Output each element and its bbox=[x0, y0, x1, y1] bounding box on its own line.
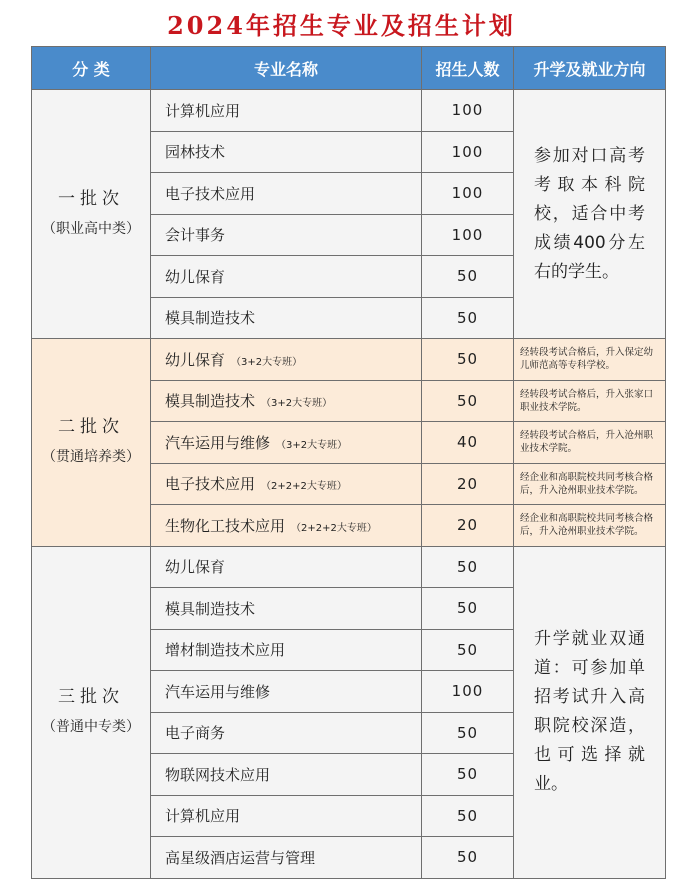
page-title: 2024年招生专业及招生计划 bbox=[167, 11, 516, 40]
major-name: 高星级酒店运营与管理 bbox=[151, 837, 422, 879]
major-name bbox=[151, 422, 422, 464]
class-type-tag: （3+2大专班） bbox=[261, 398, 333, 410]
major-name: 幼儿保育 bbox=[151, 256, 422, 298]
major-name: 园林技术 bbox=[151, 131, 422, 173]
enroll-count: 100 bbox=[422, 90, 514, 132]
class-type-tag: （3+2大专班） bbox=[276, 439, 348, 451]
header-row bbox=[32, 47, 666, 90]
major-label: 生物化工技术应用 bbox=[165, 516, 286, 535]
major-name bbox=[151, 339, 422, 381]
enroll-count: 50 bbox=[422, 754, 514, 796]
major-name: 物联网技术应用 bbox=[151, 754, 422, 796]
category-cell bbox=[32, 339, 151, 547]
enroll-count: 50 bbox=[422, 339, 514, 381]
major-name: 计算机应用 bbox=[151, 90, 422, 132]
major-name bbox=[151, 505, 422, 547]
enroll-count: 50 bbox=[422, 588, 514, 630]
col-header-major: 专业名称 bbox=[151, 47, 422, 90]
category-subname: （贯通培养类） bbox=[42, 449, 140, 466]
enrollment-plan-table bbox=[31, 46, 666, 879]
enroll-count: 50 bbox=[422, 795, 514, 837]
category-name: 三批次 bbox=[58, 687, 124, 707]
category-name: 二批次 bbox=[58, 417, 124, 438]
major-name bbox=[151, 380, 422, 422]
major-name: 幼儿保育 bbox=[151, 546, 422, 588]
enroll-count: 50 bbox=[422, 546, 514, 588]
major-name bbox=[151, 463, 422, 505]
table-row bbox=[32, 90, 666, 132]
enroll-count: 100 bbox=[422, 214, 514, 256]
direction-note: 经转段考试合格后，升入张家口职业技术学院。 bbox=[514, 380, 666, 422]
enroll-count: 50 bbox=[422, 712, 514, 754]
direction-note: 经转段考试合格后，升入沧州职业技术学院。 bbox=[514, 422, 666, 464]
enroll-count: 50 bbox=[422, 380, 514, 422]
enroll-count: 20 bbox=[422, 505, 514, 547]
enroll-count: 40 bbox=[422, 422, 514, 464]
major-name: 增材制造技术应用 bbox=[151, 629, 422, 671]
direction-cell: 参加对口高考考取本科院校，适合中考成绩400分左右的学生。 bbox=[514, 90, 666, 339]
category-cell bbox=[32, 90, 151, 339]
major-label: 电子技术应用 bbox=[165, 475, 256, 494]
col-header-count: 招生人数 bbox=[422, 47, 514, 90]
class-type-tag: （3+2大专班） bbox=[231, 356, 303, 368]
enroll-count: 20 bbox=[422, 463, 514, 505]
enroll-count: 50 bbox=[422, 256, 514, 298]
category-cell bbox=[32, 546, 151, 878]
col-header-direction: 升学及就业方向 bbox=[514, 47, 666, 90]
major-name: 汽车运用与维修 bbox=[151, 671, 422, 713]
major-label: 模具制造技术 bbox=[165, 392, 256, 411]
enroll-count: 100 bbox=[422, 173, 514, 215]
major-name: 电子技术应用 bbox=[151, 173, 422, 215]
major-name: 计算机应用 bbox=[151, 795, 422, 837]
enroll-count: 100 bbox=[422, 671, 514, 713]
enroll-count: 100 bbox=[422, 131, 514, 173]
major-label: 幼儿保育 bbox=[165, 350, 226, 369]
major-name: 模具制造技术 bbox=[151, 297, 422, 339]
direction-note: 经企业和高职院校共同考核合格后，升入沧州职业技术学院。 bbox=[514, 505, 666, 547]
category-subname: （普通中专类） bbox=[42, 719, 140, 735]
class-type-tag: （2+2+2大专班） bbox=[261, 481, 347, 493]
enroll-count: 50 bbox=[422, 837, 514, 879]
enroll-count: 50 bbox=[422, 629, 514, 671]
category-name: 一批次 bbox=[58, 189, 124, 209]
major-name: 模具制造技术 bbox=[151, 588, 422, 630]
category-subname: （职业高中类） bbox=[42, 221, 140, 237]
col-header-category: 分 类 bbox=[32, 47, 151, 90]
major-name: 会计事务 bbox=[151, 214, 422, 256]
major-name: 电子商务 bbox=[151, 712, 422, 754]
class-type-tag: （2+2+2大专班） bbox=[291, 522, 377, 534]
table-row bbox=[32, 546, 666, 588]
major-label: 汽车运用与维修 bbox=[165, 433, 271, 452]
direction-note: 经企业和高职院校共同考核合格后，升入沧州职业技术学院。 bbox=[514, 463, 666, 505]
direction-cell: 升学就业双通道：可参加单招考试升入高职院校深造，也可选择就业。 bbox=[514, 546, 666, 878]
direction-note: 经转段考试合格后，升入保定幼儿师范高等专科学校。 bbox=[514, 339, 666, 381]
enroll-count: 50 bbox=[422, 297, 514, 339]
table-row bbox=[32, 339, 666, 381]
